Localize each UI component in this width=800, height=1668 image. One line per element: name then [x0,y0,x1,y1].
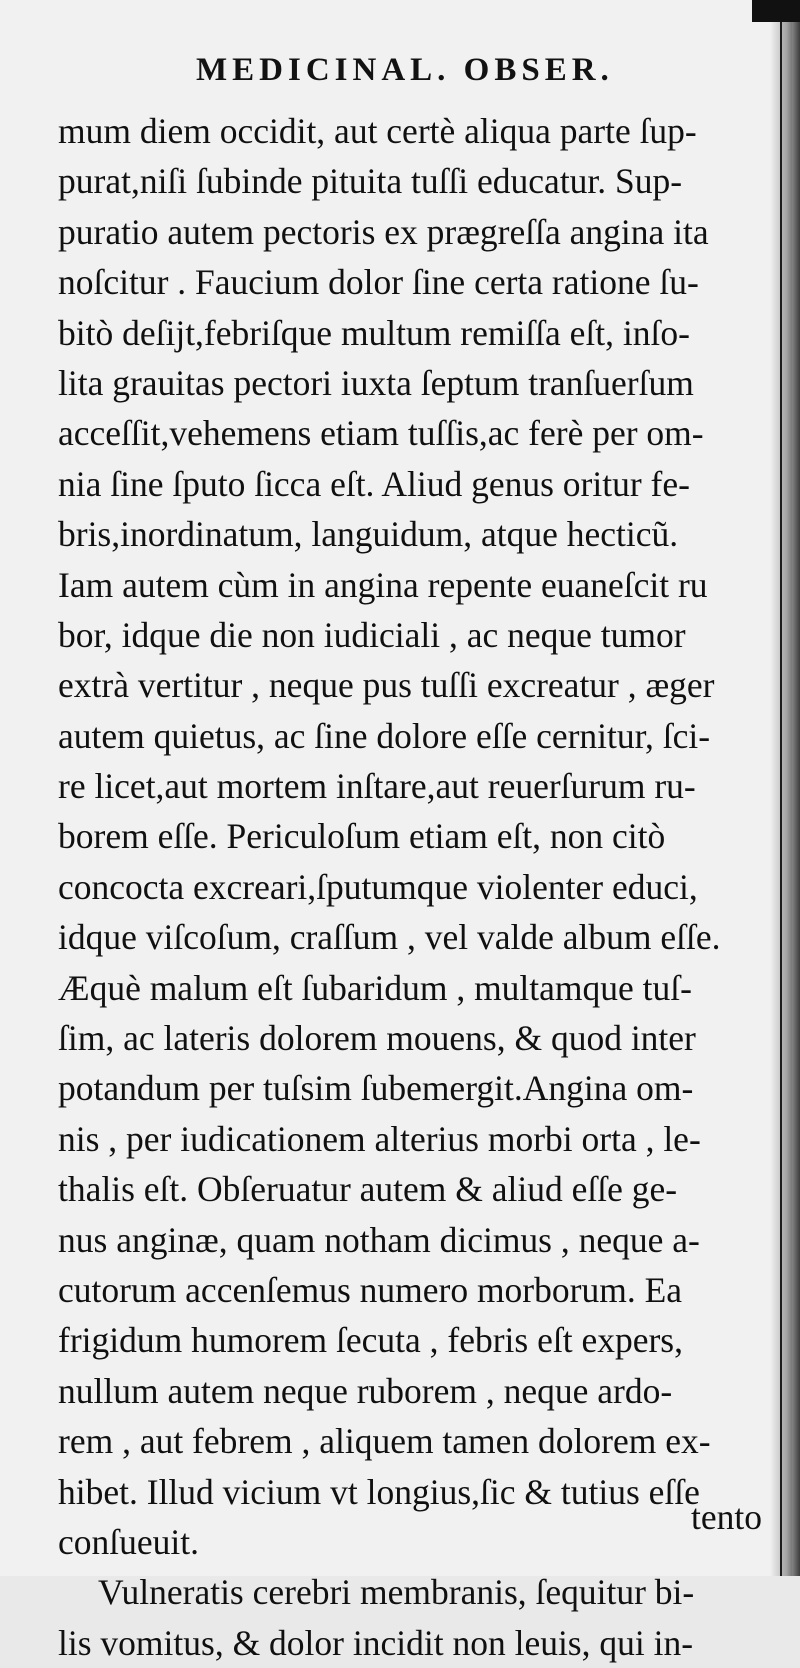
text-line: extrà vertitur , neque pus tuſſi excreatur , æger [58,665,715,706]
text-line: cutorum accenſemus numero morborum. Ea [58,1269,683,1310]
gutter-shadow [770,0,800,1576]
text-line: bris,inordinatum, languidum, atque hecticũ. [58,514,679,555]
text-line: acceſſit,vehemens etiam tuſſis,ac ferè per om- [58,413,704,454]
text-line: nia ſine ſputo ſicca eſt. Aliud genus oritur fe- [58,463,690,504]
text-line: puratio autem pectoris ex prægreſſa angina ita [58,211,709,252]
text-line: autem quietus, ac ſine dolore eſſe cernitur, ſci- [58,715,711,756]
text-line: thalis eſt. Obſeruatur autem & aliud eſſe ge- [58,1169,678,1210]
text-line: bitò deſijt,febriſque multum remiſſa eſt, inſo- [58,312,690,353]
text-line: hibet. Illud vicium vt longius,ſic & tutius eſſe [58,1471,700,1512]
text-line: frigidum humorem ſecuta , febris eſt expers, [58,1320,683,1361]
text-line: idque viſcoſum, craſſum , vel valde album eſſe. [58,917,721,958]
text-line: nullum autem neque ruborem , neque ardo- [58,1370,673,1411]
text-line: purat,niſi ſubinde pituita tuſſi educatur. Sup- [58,161,683,202]
text-line: borem eſſe. Periculoſum etiam eſt, non citò [58,816,666,857]
text-line: Vulneratis cerebri membranis, ſequitur bi- [98,1572,695,1613]
body-text [58,106,770,1668]
text-line: mum diem occidit, aut certè aliqua parte ſup- [58,111,697,151]
text-line: bor, idque die non iudiciali , ac neque tumor [58,614,686,655]
running-head: MEDICINAL. OBSER. [196,52,614,88]
text-line: lis vomitus, & dolor incidit non leuis, qui in- [58,1622,694,1663]
text-line: noſcitur . Faucium dolor ſine certa ratione ſu- [58,262,699,303]
text-line: potandum per tuſsim ſubemergit.Angina om- [58,1068,694,1109]
text-line: nus anginæ, quam notham dicimus , neque a- [58,1219,700,1260]
catchword: tento [691,1497,762,1537]
text-line: lita grauitas pectori iuxta ſeptum tranſuerſum [58,362,694,403]
text-line: Iam autem cùm in angina repente euaneſcit ru [58,564,708,605]
text-line: re licet,aut mortem inſtare,aut reuerſurum ru- [58,766,696,807]
text-line: ſim, ac lateris dolorem mouens, & quod inter [58,1018,696,1059]
page-corner [752,0,800,22]
text-line: Æquè malum eſt ſubaridum , multamque tuſ- [58,967,692,1008]
text-line: concocta excreari,ſputumque violenter educi, [58,866,698,907]
text-line: conſueuit. [58,1521,199,1562]
text-line: rem , aut febrem , aliquem tamen dolorem ex- [58,1421,711,1462]
text-line: nis , per iudicationem alterius morbi orta , le- [58,1118,701,1159]
